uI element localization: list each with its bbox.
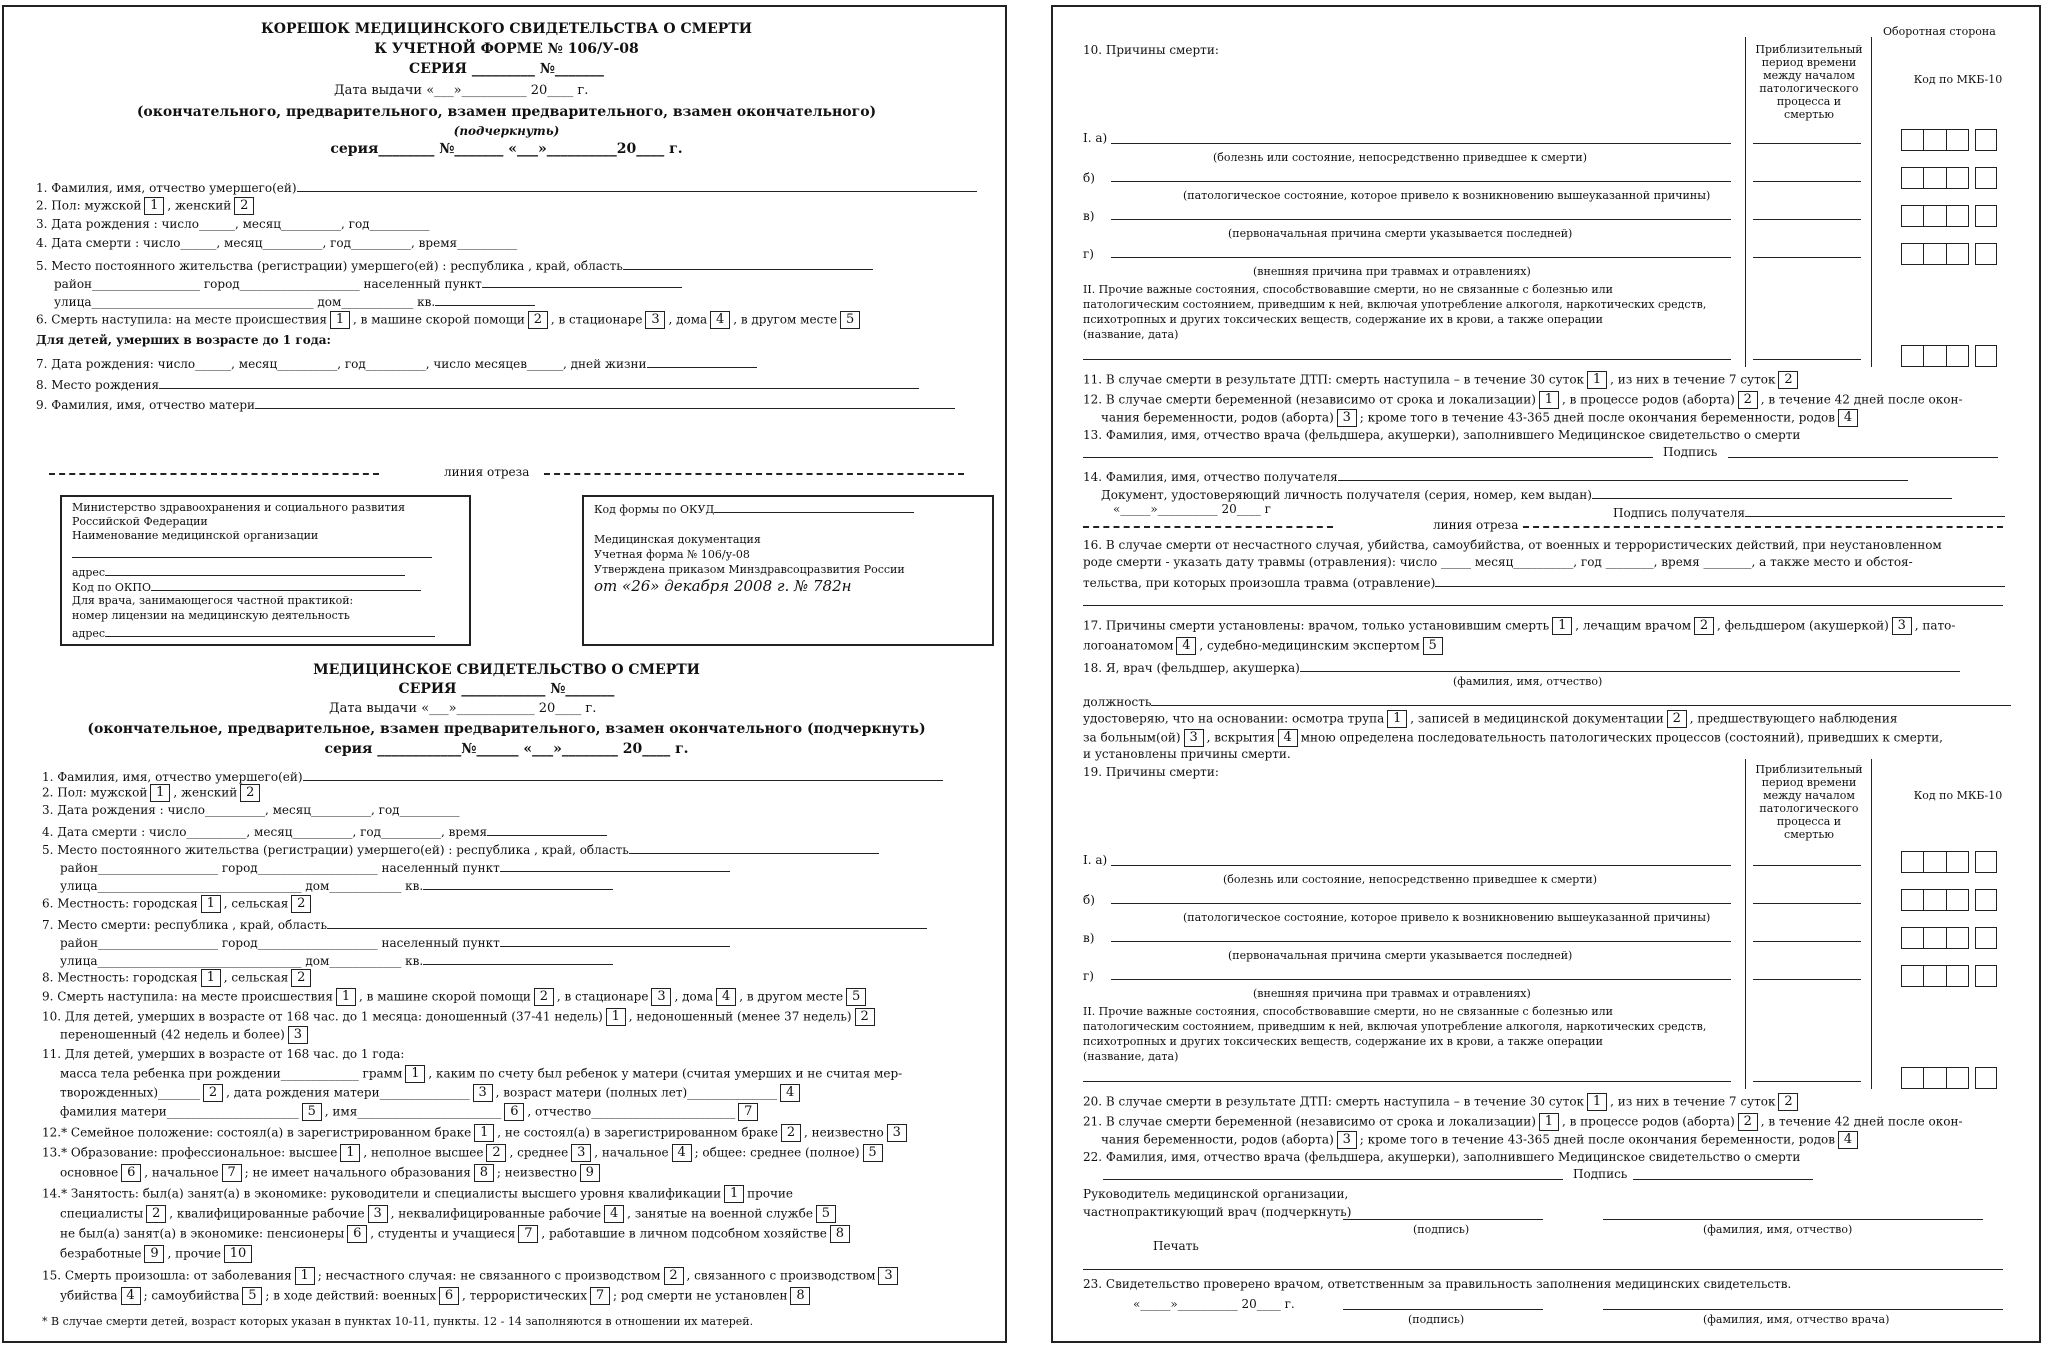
part2b-line-2: патологическим состоянием, приведшим к ней, включая употребление алкоголя, наркотических средств, <box>1083 1020 1707 1033</box>
cert-line-27: 15. Смерть произошла: от заболевания 1 ; несчастного случая: не связанного с производством 2 , связанного с производством 3 <box>42 1267 901 1285</box>
cause19-a-letter: I. а) <box>1083 853 1108 867</box>
cause-d-period <box>1753 257 1861 258</box>
icd-col-divider <box>1871 37 1872 367</box>
head-sign-blank <box>1343 1219 1543 1220</box>
stub-underline: (подчеркнуть) <box>453 124 560 138</box>
cut-line-label-r: линия отреза <box>1433 518 1519 532</box>
cert-line-18: творожденных)_______ 2 , дата рождения матери_______________ 3 , возраст матери (полных лет)_______________ 4 <box>60 1084 803 1102</box>
cause-d-line <box>1111 257 1731 258</box>
okud-line-4: Утверждена приказом Минздравсоцразвития России <box>594 563 905 576</box>
cause-d-icd <box>1901 243 1997 265</box>
stub-line-6: район__________________ город____________________ населенный пункт <box>54 273 682 291</box>
cause19-d-period <box>1753 979 1861 980</box>
cause19-a-period <box>1753 865 1861 866</box>
cause-a-caption: (болезнь или состояние, непосредственно приведшее к смерти) <box>1213 151 1588 164</box>
ministry-line-2: Российской Федерации <box>72 515 208 528</box>
cert-footnote: * В случае смерти детей, возраст которых указан в пунктах 10-11, пункты. 12 - 14 заполняются в отношении их матерей. <box>42 1315 754 1328</box>
cert-series: СЕРИЯ ____________ №_______ <box>398 681 615 697</box>
stub-line-3: 3. Дата рождения : число______, месяц__________, год__________ <box>36 217 430 231</box>
cap-sign-2: (подпись) <box>1408 1313 1465 1326</box>
stub-line-2: 2. Пол: мужской 1 , женский 2 <box>36 197 257 215</box>
item18-position: должность <box>1083 691 2011 709</box>
item23-sign-blank <box>1343 1309 1543 1310</box>
signature-blank <box>1728 457 1998 458</box>
item21-line: 21. В случае смерти беременной (независимо от срока и локализации) 1 , в процессе родов (аборта) 2 , в течение 42 дней после окон- <box>1083 1114 1963 1129</box>
recipient-sig-label: Подпись получателя <box>1613 502 2005 520</box>
cause-a-letter: I. а) <box>1083 131 1108 145</box>
stub-kind: (окончательного, предварительного, взамен предварительного, взамен окончательного) <box>136 104 877 120</box>
item18-line: 18. Я, врач (фельдшер, акушерка) <box>1083 657 1960 675</box>
cert-line-14: 10. Для детей, умерших в возрасте от 168 час. до 1 месяца: доношенный (37-41 недель) 1 , недоношенный (менее 37 недель) 2 <box>42 1008 878 1026</box>
cert-line-22: основное 6 , начальное 7 ; не имеет начального образования 8 ; неизвестно 9 <box>60 1164 603 1182</box>
part2-line-1: II. Прочие важные состояния, способствовавшие смерти, но не связанные с болезнью или <box>1083 283 1613 296</box>
signature2-blank <box>1633 1179 1813 1180</box>
cert-line-21: 13.* Образование: профессиональное: высшее 1 , неполное высшее 2 , среднее 3 , начальное 4 ; общее: среднее (полное) 5 <box>42 1144 886 1162</box>
cause-d-letter: г) <box>1083 247 1094 261</box>
cause-a-line <box>1111 143 1731 144</box>
cause19-b-icd <box>1901 889 1997 911</box>
cap-fio: (фамилия, имя, отчество) <box>1703 1223 1853 1236</box>
ministry-blank <box>72 557 432 558</box>
ministry-line-3: Наименование медицинской организации <box>72 529 319 542</box>
period-col-divider-2 <box>1745 759 1746 1089</box>
item14-line: 14. Фамилия, имя, отчество получателя <box>1083 466 1908 484</box>
okud-line-1: Код формы по ОКУД <box>594 501 914 516</box>
part2-period <box>1753 359 1861 360</box>
stub-line-7: улица_____________________________________ дом____________ кв. <box>54 291 535 309</box>
cause19-d-icd <box>1901 965 1997 987</box>
stub-series-2: серия________ №_______ «___»__________20____ г. <box>330 141 683 157</box>
cert-line-10: район____________________ город____________________ населенный пункт <box>60 932 730 950</box>
cause19-c-letter: в) <box>1083 931 1095 945</box>
causes-19-label: 19. Причины смерти: <box>1083 765 1219 779</box>
cause19-a-caption: (болезнь или состояние, непосредственно приведшее к смерти) <box>1223 873 1598 886</box>
item16-line-1: 16. В случае смерти от несчастного случая, убийства, самоубийства, от военных и террористических действий, при неустановленном <box>1083 538 1942 552</box>
cause19-a-line <box>1111 865 1731 866</box>
left-page <box>2 5 1007 1343</box>
cert-line-16: 11. Для детей, умерших в возрасте от 168 час. до 1 года: <box>42 1047 405 1061</box>
reverse-side-label: Оборотная сторона <box>1883 25 1996 38</box>
cert-line-11: улица__________________________________ дом____________ кв. <box>60 950 613 968</box>
cause19-d-line <box>1111 979 1731 980</box>
ministry-line-1: Министерство здравоохранения и социального развития <box>72 501 406 514</box>
ministry-line-4: адрес <box>72 564 405 579</box>
cert-line-25: не был(а) занят(а) в экономике: пенсионеры 6 , студенты и учащиеся 7 , работавшие в личном подсобном хозяйстве 8 <box>60 1225 853 1243</box>
item18-cert-3: и установлены причины смерти. <box>1083 747 1291 761</box>
item14-date: «_____»__________ 20____ г <box>1113 502 1271 516</box>
icd-header: Код по МКБ-10 <box>1913 73 2003 86</box>
part2-line-2: патологическим состоянием, приведшим к ней, включая употребление алкоголя, наркотических средств, <box>1083 298 1707 311</box>
cert-line-8: 6. Местность: городская 1 , сельская 2 <box>42 895 314 913</box>
item17-line-2: логоанатомом 4 , судебно-медицинским экспертом 5 <box>1083 637 1446 655</box>
cap-fio-2: (фамилия, имя, отчество врача) <box>1703 1313 1890 1326</box>
ministry-line-8: адрес <box>72 625 435 640</box>
okud-line-5: от «26» декабря 2008 г. № 782н <box>594 577 852 595</box>
cap-sign: (подпись) <box>1413 1223 1470 1236</box>
right-page <box>1051 5 2041 1343</box>
cut-line-label: линия отреза <box>444 465 530 479</box>
part2b-line-4: (название, дата) <box>1083 1050 1179 1063</box>
part2-line-4: (название, дата) <box>1083 328 1179 341</box>
stub-line-1: 1. Фамилия, имя, отчество умершего(ей) <box>36 177 977 195</box>
cert-line-7: улица__________________________________ дом____________ кв. <box>60 875 613 893</box>
item22-blank <box>1103 1179 1563 1180</box>
signature-label: Подпись <box>1663 445 1718 459</box>
item16-blank <box>1083 605 2003 606</box>
item20-line: 20. В случае смерти в результате ДТП: смерть наступила – в течение 30 суток 1 , из них в течение 7 суток 2 <box>1083 1093 1801 1111</box>
ministry-line-7: номер лицензии на медицинскую деятельность <box>72 609 350 622</box>
item17-line: 17. Причины смерти установлены: врачом, только установившим смерть 1 , лечащим врачом 2 , фельдшером (акушеркой) 3 , пато- <box>1083 618 1956 633</box>
stub-title-1: КОРЕШОК МЕДИЦИНСКОГО СВИДЕТЕЛЬСТВА О СМЕРТИ <box>261 21 752 37</box>
stub-line-10: 7. Дата рождения: число______, месяц__________, год__________, число месяцев______, дней жизни <box>36 353 757 371</box>
cause-b-icd <box>1901 167 1997 189</box>
cert-kind: (окончательное, предварительное, взамен предварительного, взамен окончательного (подчеркнуть) <box>87 721 926 737</box>
cert-line-4: 4. Дата смерти : число__________, месяц__________, год__________, время <box>42 821 607 839</box>
icd-header-2: Код по МКБ-10 <box>1913 789 2003 802</box>
part2b-line-3: психотропных и других токсических веществ, содержание их в крови, а также операции <box>1083 1035 1603 1048</box>
cause19-d-letter: г) <box>1083 969 1094 983</box>
cert-line-28: убийства 4 ; самоубийства 5 ; в ходе действий: военных 6 , террористических 7 ; род смерти не установлен 8 <box>60 1287 813 1305</box>
stamp-label: Печать <box>1153 1239 1199 1253</box>
cause-d-caption: (внешняя причина при травмах и отравлениях) <box>1253 265 1531 278</box>
cert-line-1: 1. Фамилия, имя, отчество умершего(ей) <box>42 766 943 784</box>
item18-caption: (фамилия, имя, отчество) <box>1453 675 1603 688</box>
cause-c-period <box>1753 219 1861 220</box>
cert-title: МЕДИЦИНСКОЕ СВИДЕТЕЛЬСТВО О СМЕРТИ <box>313 662 700 678</box>
cert-line-23: 14.* Занятость: был(а) занят(а) в экономике: руководители и специалисты высшего уровня квалификации 1 прочие <box>42 1186 794 1201</box>
cause19-a-icd <box>1901 851 1997 873</box>
okud-line-2: Медицинская документация <box>594 533 761 546</box>
head-line-1: Руководитель медицинской организации, <box>1083 1187 1349 1201</box>
cert-line-13: 9. Смерть наступила: на месте происшествия 1 , в машине скорой помощи 2 , в стационаре 3 , дома 4 , в другом месте 5 <box>42 988 869 1006</box>
item16-line-2: роде смерти - указать дату травмы (отравления): число _____ месяц__________, год ________, время ________, а также место и обстоя- <box>1083 555 1913 569</box>
stub-date: Дата выдачи «___»__________ 20____ г. <box>334 83 589 98</box>
cause19-b-caption: (патологическое состояние, которое привело к возникновению вышеуказанной причины) <box>1183 911 1711 924</box>
item23-fio-blank <box>1603 1309 2003 1310</box>
cert-line-6: район____________________ город____________________ населенный пункт <box>60 857 730 875</box>
part2-line <box>1083 359 1731 360</box>
ministry-line-5: Код по ОКПО <box>72 579 421 594</box>
item18-cert: удостоверяю, что на основании: осмотра трупа 1 , записей в медицинской документации 2 , предшествующего наблюдения <box>1083 711 1898 726</box>
cert-line-12: 8. Местность: городская 1 , сельская 2 <box>42 969 314 987</box>
cert-line-20: 12.* Семейное положение: состоял(а) в зарегистрированном браке 1 , не состоял(а) в зарегистрированном браке 2 , неизвестно 3 <box>42 1124 910 1142</box>
stub-line-8: 6. Смерть наступила: на месте происшествия 1 , в машине скорой помощи 2 , в стационаре 3 , дома 4 , в другом месте 5 <box>36 311 863 329</box>
item23-date: «_____»__________ 20____ г. <box>1133 1297 1295 1311</box>
cert-series-2: серия ____________№______ «___»________ 20____ г. <box>324 741 689 757</box>
cert-line-24: специалисты 2 , квалифицированные рабочие 3 , неквалифицированные рабочие 4 , занятые на военной службе 5 <box>60 1205 839 1223</box>
part2-icd <box>1901 345 1997 367</box>
stub-series: СЕРИЯ _________ №_______ <box>409 61 604 77</box>
item13-blank <box>1083 457 1653 458</box>
section-divider <box>1083 1269 2003 1270</box>
item11-line: 11. В случае смерти в результате ДТП: смерть наступила – в течение 30 суток 1 , из них в течение 7 суток 2 <box>1083 371 1801 389</box>
cert-line-26: безработные 9 , прочие 10 <box>60 1245 255 1263</box>
stub-line-11: 8. Место рождения <box>36 374 919 392</box>
cause-a-icd <box>1901 129 1997 151</box>
cut-dash-r-right <box>1523 526 2003 528</box>
cut-dash-right <box>544 473 964 475</box>
cert-date: Дата выдачи «___»____________ 20____ г. <box>329 701 597 716</box>
stub-line-12: 9. Фамилия, имя, отчество матери <box>36 394 955 412</box>
item12-line: 12. В случае смерти беременной (независимо от срока и локализации) 1 , в процессе родов (аборта) 2 , в течение 42 дней после окон- <box>1083 392 1963 407</box>
cert-line-17: масса тела ребенка при рождении_____________ грамм 1 , каким по счету был ребенок у матери (считая умерших и не считая мер- <box>60 1066 903 1081</box>
cause19-c-period <box>1753 941 1861 942</box>
cut-dash-r-left <box>1083 526 1333 528</box>
cause-c-icd <box>1901 205 1997 227</box>
cause19-b-period <box>1753 903 1861 904</box>
cause-b-caption: (патологическое состояние, которое привело к возникновению вышеуказанной причины) <box>1183 189 1711 202</box>
cert-line-3: 3. Дата рождения : число__________, месяц__________, год__________ <box>42 803 460 817</box>
ministry-line-6: Для врача, занимающегося частной практикой: <box>72 594 354 607</box>
item23-line: 23. Свидетельство проверено врачом, ответственным за правильность заполнения медицинских свидетельств. <box>1083 1277 1792 1291</box>
cause19-b-line <box>1111 903 1731 904</box>
head-fio-blank <box>1603 1219 1983 1220</box>
cause19-b-letter: б) <box>1083 893 1095 907</box>
period-header-2: Приблизительный период времени между началом патологического процесса и смертью <box>1755 763 1863 841</box>
cause-b-letter: б) <box>1083 171 1095 185</box>
item14-line-2: Документ, удостоверяющий личность получателя (серия, номер, кем выдан) <box>1101 484 1952 502</box>
okud-line-3: Учетная форма № 106/у-08 <box>594 548 750 561</box>
part2b-line-1: II. Прочие важные состояния, способствовавшие смерти, но не связанные с болезнью или <box>1083 1005 1613 1018</box>
item22-line: 22. Фамилия, имя, отчество врача (фельдшера, акушерки), заполнившего Медицинское свидетельство о смерти <box>1083 1150 1801 1164</box>
cert-line-15: переношенный (42 недель и более) 3 <box>60 1026 311 1044</box>
stub-title-2: К УЧЕТНОЙ ФОРМЕ № 106/У-08 <box>374 41 639 57</box>
cause-a-period <box>1753 143 1861 144</box>
cause-c-letter: в) <box>1083 209 1095 223</box>
cert-line-2: 2. Пол: мужской 1 , женский 2 <box>42 784 263 802</box>
cert-line-9: 7. Место смерти: республика , край, область <box>42 914 927 932</box>
signature2-label: Подпись <box>1573 1167 1628 1181</box>
part2-line-3: психотропных и других токсических веществ, содержание их в крови, а также операции <box>1083 313 1603 326</box>
head-line-2: частнопрактикующий врач (подчеркнуть) <box>1083 1205 1352 1219</box>
period-col-divider <box>1745 37 1746 367</box>
stub-line-5: 5. Место постоянного жительства (регистрации) умершего(ей) : республика , край, область <box>36 255 873 273</box>
cause19-c-caption: (первоначальная причина смерти указывается последней) <box>1228 949 1573 962</box>
icd-col-divider-2 <box>1871 759 1872 1089</box>
period-header: Приблизительный период времени между началом патологического процесса и смертью <box>1755 43 1863 121</box>
part2b-icd <box>1901 1067 1997 1089</box>
cause-b-line <box>1111 181 1731 182</box>
item12-line-2: чания беременности, родов (аборта) 3 ; кроме того в течение 43-365 дней после окончания беременности, родов 4 <box>1101 409 1861 427</box>
causes-10-label: 10. Причины смерти: <box>1083 43 1219 57</box>
part2b-period <box>1753 1081 1861 1082</box>
cause19-c-line <box>1111 941 1731 942</box>
item13-line: 13. Фамилия, имя, отчество врача (фельдшера, акушерки), заполнившего Медицинское свидетельство о смерти <box>1083 428 1801 442</box>
cut-dash-left <box>49 473 379 475</box>
item16-line-3: тельства, при которых произошла травма (отравление) <box>1083 572 2005 590</box>
stub-line-4: 4. Дата смерти : число______, месяц__________, год__________, время__________ <box>36 236 518 250</box>
cause-b-period <box>1753 181 1861 182</box>
cause-c-caption: (первоначальная причина смерти указывается последней) <box>1228 227 1573 240</box>
item18-cert-2: за больным(ой) 3 , вскрытия 4 мною определена последовательность патологических процессов (состояний), приведших к смерти, <box>1083 730 1943 745</box>
cert-line-5: 5. Место постоянного жительства (регистрации) умершего(ей) : республика , край, область <box>42 839 879 857</box>
cause-c-line <box>1111 219 1731 220</box>
item21-line-2: чания беременности, родов (аборта) 3 ; кроме того в течение 43-365 дней после окончания беременности, родов 4 <box>1101 1131 1861 1149</box>
cause19-d-caption: (внешняя причина при травмах и отравлениях) <box>1253 987 1531 1000</box>
cert-line-19: фамилия матери______________________ 5 , имя________________________ 6 , отчество________________________ 7 <box>60 1103 761 1121</box>
cause19-c-icd <box>1901 927 1997 949</box>
stub-line-9: Для детей, умерших в возрасте до 1 года: <box>36 333 331 347</box>
part2b-line <box>1083 1081 1731 1082</box>
